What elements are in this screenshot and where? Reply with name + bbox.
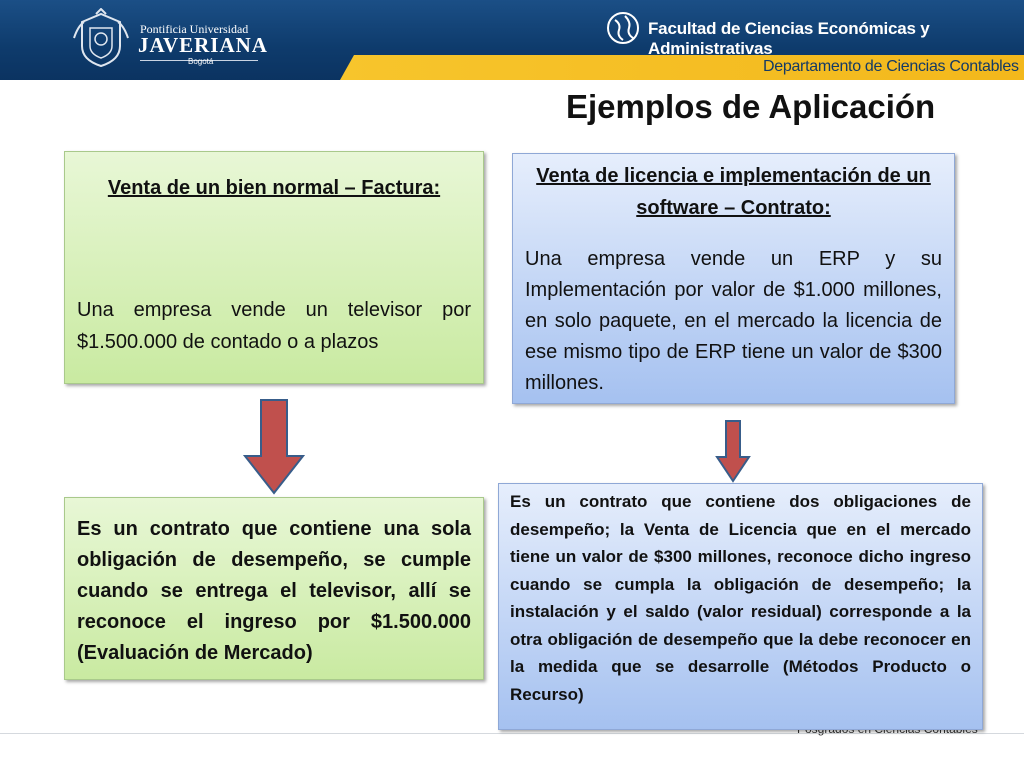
down-arrow-right-icon <box>715 419 751 483</box>
software-license-text: Una empresa vende un ERP y su Implementación por valor de $1.000 millones, en solo paquete, en el mercado la licencia de ese mismo tipo de ERP tiene un valor de $300 millones. <box>525 248 942 394</box>
university-name-small: Pontificia Universidad <box>140 22 249 36</box>
university-city: Bogotá <box>188 57 214 66</box>
university-name: JAVERIANA <box>138 33 268 57</box>
single-obligation-box <box>64 497 484 680</box>
down-arrow-left-icon <box>243 398 305 496</box>
university-crest-icon <box>70 8 132 70</box>
two-obligations-box <box>498 483 983 730</box>
sale-normal-good-box <box>64 151 484 384</box>
faculty-name: Facultad de Ciencias Económicas y Administrativas <box>648 19 930 58</box>
department-name: Departamento de Ciencias Contables <box>763 58 1019 75</box>
software-license-box <box>512 153 955 404</box>
software-license-heading: Venta de licencia e implementación de un software – Contrato: <box>536 165 931 219</box>
single-obligation-text: Es un contrato que contiene una sola obligación de desempeño, se cumple cuando se entrega el televisor, allí se reconoce el ingreso por $1.500.000 (Evaluación de Mercado) <box>77 518 471 664</box>
sale-normal-good-heading: Venta de un bien normal – Factura: <box>107 177 441 199</box>
sale-normal-good-text: Una empresa vende un televisor por $1.500.000 de contado o a plazos <box>77 299 471 353</box>
two-obligations-text: Es un contrato que contiene dos obligaciones de desempeño; la Venta de Licencia que en el mercado tiene un valor de $300 millones, reconoce dicho ingreso cuando se cumpla la obligación de desempeño; la instalación y el saldo (valor residual) corresponde a la otra obligación de desempeño que la debe reconocer en la medida que se desarrolle (Métodos Producto o Recurso) <box>510 492 971 704</box>
slide-title: Ejemplos de Aplicación <box>566 88 936 125</box>
faculty-globe-icon <box>605 10 641 46</box>
